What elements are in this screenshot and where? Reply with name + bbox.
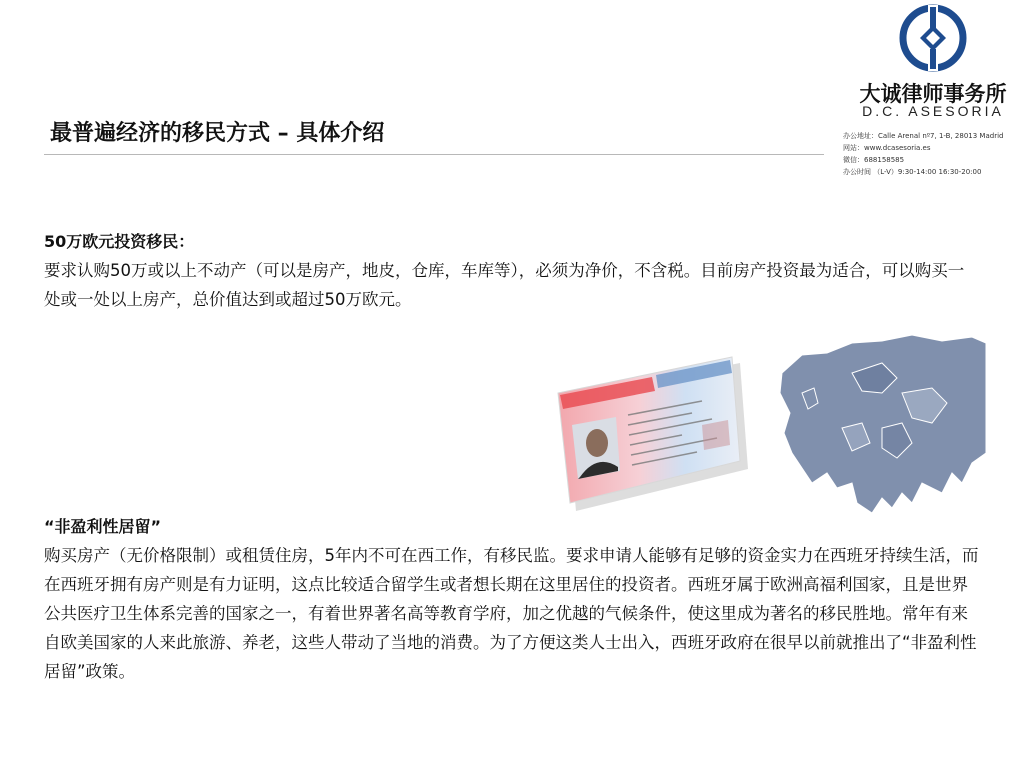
- contact-website: 网站：www.dcasesoria.es: [843, 144, 931, 152]
- contact-hours: 办公时间 （L-V）9:30-14:00 16:30-20:00: [843, 168, 982, 176]
- card-body: [558, 357, 740, 503]
- page-title: 最普遍经济的移民方式 – 具体介绍: [50, 121, 385, 146]
- section-non-lucrative: [44, 512, 979, 686]
- brand-english-name: D.C. ASESORIA: [862, 103, 1004, 119]
- brand-chinese-name: 大诚律师事务所: [859, 82, 1007, 106]
- section-investment: [44, 227, 979, 314]
- firm-logo-icon: [898, 3, 968, 73]
- contact-info: [843, 130, 1003, 178]
- title-divider: [44, 154, 824, 155]
- residence-card-illustration: [552, 333, 986, 523]
- section-heading: “非盈利性居留”: [44, 517, 162, 536]
- europe-map-illustration: [780, 335, 986, 513]
- section-heading: 50万欧元投资移民：: [44, 232, 195, 251]
- contact-wechat: 微信：688158585: [843, 156, 905, 164]
- section-body: 要求认购50万或以上不动产（可以是房产，地皮，仓库，车库等），必须为净价，不含税。目前房产投资最为适合，可以购买一处或一处以上房产，总价值达到或超过50万欧元。: [44, 261, 965, 309]
- contact-address: 办公地址：Calle Arenal nº7, 1-B, 28013 Madrid: [843, 132, 1004, 140]
- section-body: 购买房产（无价格限制）或租赁住房，5年内不可在西工作，有移民监。要求申请人能够有足够的资金实力在西班牙持续生活，而在西班牙拥有房产则是有力证明，这点比较适合留学生或者想长期在这里居住的投资者。西班牙属于欧洲高福利国家，且是世界公共医疗卫生体系完善的国家之一，有着世界著名高等教育学府，加之优越的气候条件，使这里成为著名的移民胜地。常年有来自欧美国家的人来此旅游、养老，这些人带动了当地的消费。为了方便这类人士出入，西班牙政府在很早以前就推出了“非盈利性居留”政策。: [44, 546, 979, 681]
